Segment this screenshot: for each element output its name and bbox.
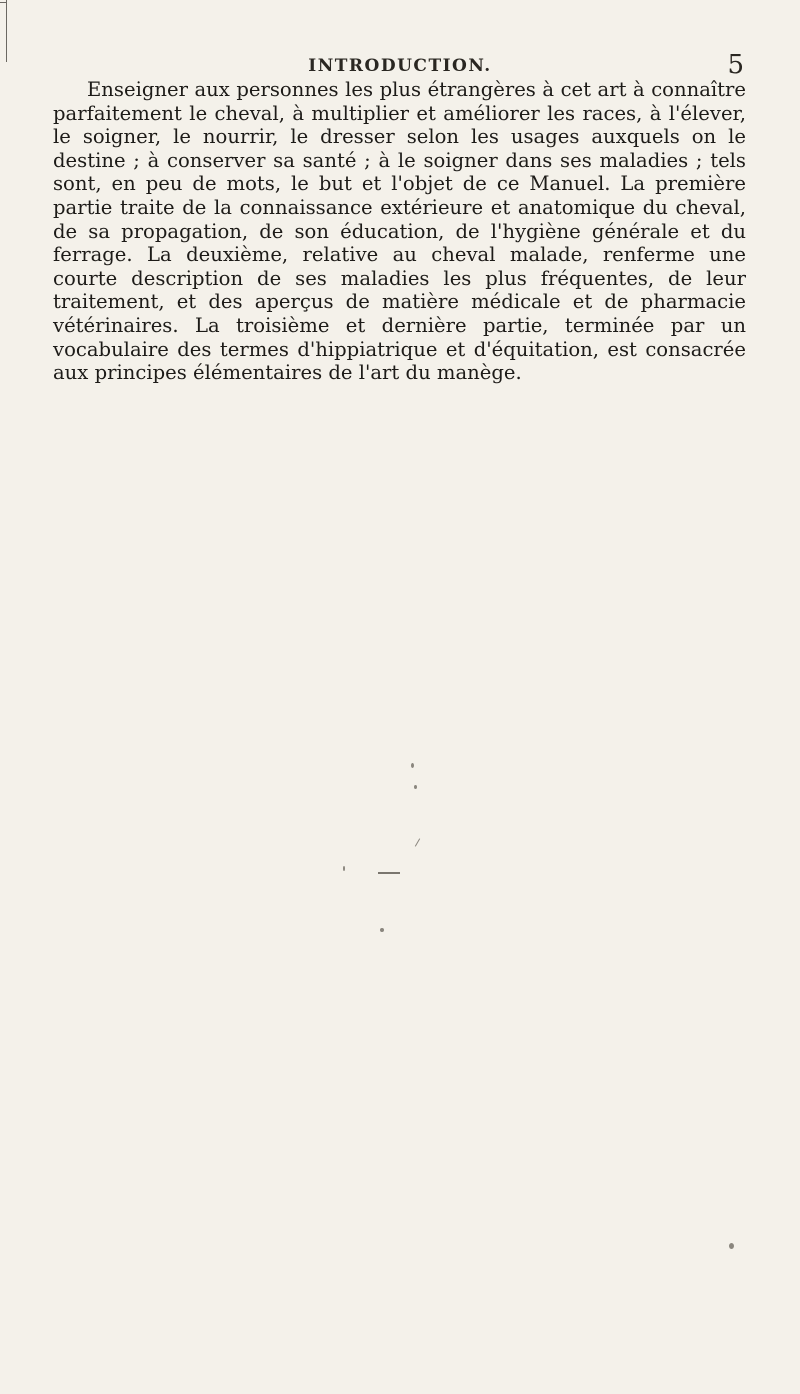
running-title: INTRODUCTION. [308, 56, 492, 76]
page-edge-corner [0, 2, 6, 3]
paper-speck [729, 1243, 734, 1249]
paper-speck [343, 866, 345, 871]
paper-speck [411, 763, 414, 768]
paper-mark [378, 872, 400, 874]
body-paragraph: Enseigner aux personnes les plus étrangères à cet art à connaître parfaitement le cheval, à multiplier et améliorer les races, à l'élever, le soigner, le nourrir, le dresser selon les usages auxquels on le destine ; à conserver sa santé ; à le soigner dans ses maladies ; tels sont, en peu de mots, le but et l'objet de ce Manuel. La première partie traite de la connaissance extérieure et anatomique du cheval, de sa propagation, de son éducation, de l'hygiène générale et du ferrage. La deuxième, relative au cheval malade, renferme une courte description de ses maladies les plus fréquentes, de leur traitement, et des aperçus de matière médicale et de pharmacie vétérinaires. La troisième et dernière partie, terminée par un vocabulaire des termes d'hippiatrique et d'équitation, est consacrée aux principes élémentaires de l'art du manège. [53, 78, 746, 385]
paper-speck [415, 838, 420, 846]
running-head [0, 50, 800, 80]
paper-speck [414, 785, 417, 789]
paper-speck [380, 928, 384, 932]
page-number: 5 [727, 50, 744, 80]
